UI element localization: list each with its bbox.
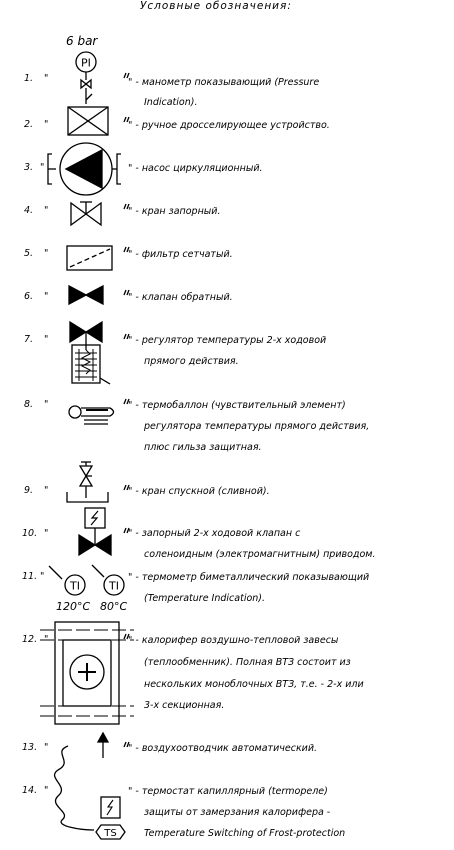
item-12-text-3: нескольких моноблочных ВТЗ, т.е. - 2-х или bbox=[144, 679, 364, 690]
item-10-text-1: " - запорный 2-х ходовой клапан с bbox=[128, 528, 301, 539]
drain-valve-icon bbox=[67, 462, 129, 502]
air-heater-icon bbox=[40, 622, 134, 724]
item-11-text-2: (Temperature Indication). bbox=[144, 593, 266, 604]
item-number-10: 10. bbox=[22, 528, 38, 539]
item-number-2: 2. bbox=[24, 119, 34, 130]
throttle-valve-icon bbox=[68, 107, 129, 135]
quote-mark: " bbox=[40, 162, 45, 173]
item-number-9: 9. bbox=[24, 485, 34, 496]
pressure-gauge-label: PI bbox=[81, 56, 91, 70]
item-10-text-2: соленоидным (электромагнитным) приводом. bbox=[144, 549, 376, 560]
item-number-1: 1. bbox=[24, 73, 34, 84]
item-8-text-1: " - термобаллон (чувствительный элемент) bbox=[128, 400, 346, 411]
item-number-11: 11. bbox=[22, 571, 38, 582]
thermostat-label: TS bbox=[104, 828, 117, 839]
quote-mark: " bbox=[44, 634, 49, 645]
strainer-icon bbox=[67, 246, 129, 270]
item-12-text-2: (теплообменник). Полная ВТЗ состоит из bbox=[144, 657, 351, 668]
item-number-5: 5. bbox=[24, 248, 34, 259]
thermometer-icon bbox=[49, 565, 124, 595]
thermometer-2-range-label: 80°C bbox=[100, 600, 128, 613]
quote-mark: " bbox=[44, 742, 49, 753]
item-14-text-1: " - термостат капиллярный (termореле) bbox=[128, 786, 328, 797]
item-5-text-1: " - фильтр сетчатый. bbox=[128, 249, 233, 260]
pressure-gauge-range-label: 6 bar bbox=[66, 34, 98, 48]
capillary-thermostat-icon bbox=[55, 746, 125, 839]
item-6-text-1: " - клапан обратный. bbox=[128, 292, 233, 303]
air-vent-icon bbox=[98, 733, 129, 758]
temperature-regulator-icon bbox=[70, 322, 129, 384]
item-number-6: 6. bbox=[24, 291, 34, 302]
legend-title: Условные обозначения: bbox=[140, 0, 292, 12]
quote-mark: " bbox=[44, 528, 49, 539]
circulation-pump-icon bbox=[48, 143, 121, 195]
item-13-text-1: " - воздухоотводчик автоматический. bbox=[128, 743, 318, 754]
item-number-3: 3. bbox=[24, 162, 34, 173]
thermometer-1-label: TI bbox=[70, 579, 80, 593]
item-1-text-2: Indication). bbox=[144, 97, 198, 108]
item-number-8: 8. bbox=[24, 399, 34, 410]
item-number-4: 4. bbox=[24, 205, 34, 216]
item-14-text-3: Temperature Switching of Frost-protection bbox=[144, 828, 346, 839]
item-12-text-4: 3-х секционная. bbox=[144, 700, 225, 711]
quote-mark: " bbox=[44, 73, 49, 84]
item-3-text-1: " - насос циркуляционный. bbox=[128, 163, 263, 174]
quote-mark: " bbox=[44, 334, 49, 345]
quote-mark: " bbox=[44, 205, 49, 216]
item-7-text-1: " - регулятор температуры 2-х ходовой bbox=[128, 335, 327, 346]
quote-mark: " bbox=[44, 248, 49, 259]
thermal-bulb-icon bbox=[69, 399, 129, 424]
item-number-14: 14. bbox=[22, 785, 38, 796]
quote-mark: " bbox=[44, 399, 49, 410]
quote-mark: " bbox=[44, 485, 49, 496]
item-4-text-1: " - кран запорный. bbox=[128, 206, 221, 217]
thermometer-2-label: TI bbox=[109, 579, 119, 593]
item-12-text-1: " - калорифер воздушно-тепловой завесы bbox=[128, 635, 339, 646]
item-7-text-2: прямого действия. bbox=[144, 356, 239, 367]
quote-mark: " bbox=[44, 119, 49, 130]
item-8-text-3: плюс гильза защитная. bbox=[144, 442, 262, 453]
item-2-text-1: " - ручное дросселирующее устройство. bbox=[128, 120, 330, 131]
solenoid-valve-icon bbox=[79, 508, 129, 555]
quote-mark: " bbox=[40, 571, 45, 582]
item-11-text-1: " - термометр биметаллический показывающий bbox=[128, 572, 370, 583]
item-8-text-2: регулятора температуры прямого действия, bbox=[144, 421, 370, 432]
check-valve-icon bbox=[69, 286, 129, 304]
pressure-gauge-icon bbox=[76, 52, 129, 104]
thermometer-1-range-label: 120°C bbox=[56, 600, 91, 613]
item-14-text-2: защиты от замерзания калорифера - bbox=[144, 807, 331, 818]
item-1-text-1: " - манометр показывающий (Pressure bbox=[128, 77, 320, 88]
quote-mark: " bbox=[44, 291, 49, 302]
item-9-text-1: " - кран спускной (сливной). bbox=[128, 486, 270, 497]
item-number-13: 13. bbox=[22, 742, 38, 753]
shutoff-valve-icon bbox=[71, 202, 129, 225]
item-number-7: 7. bbox=[24, 334, 34, 345]
quote-mark: " bbox=[44, 785, 49, 796]
item-number-12: 12. bbox=[22, 634, 38, 645]
